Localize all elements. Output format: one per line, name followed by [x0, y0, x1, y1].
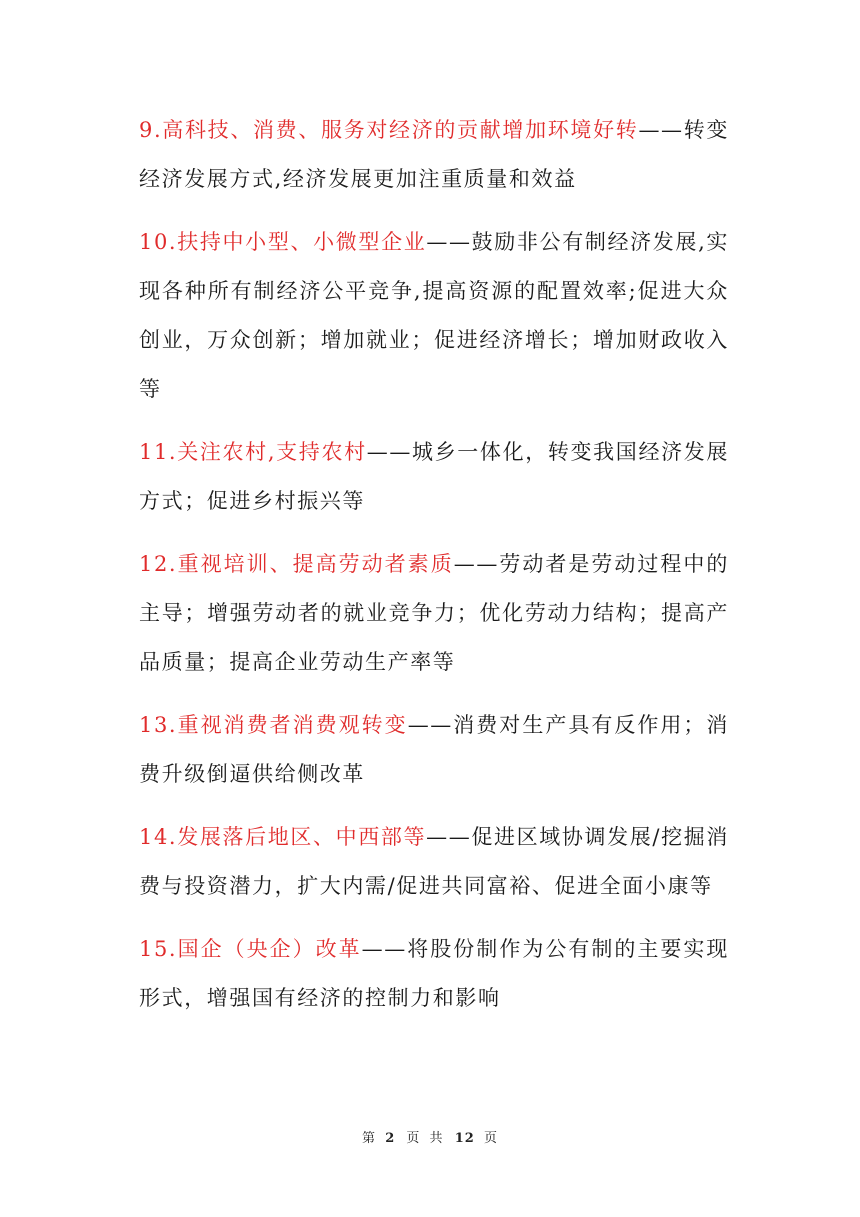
item-body: ——城乡一体化，转变我国经济发展方式；促进乡村振兴等 [139, 440, 729, 513]
list-item [139, 925, 729, 1023]
page-total: 12 [454, 1131, 475, 1146]
item-heading: 13.重视消费者消费观转变 [139, 713, 408, 737]
item-body: ——将股份制作为公有制的主要实现形式，增强国有经济的控制力和影响 [139, 937, 729, 1010]
item-body: ——鼓励非公有制经济发展,实现各种所有制经济公平竞争,提高资源的配置效率;促进大众创业，万众创新；增加就业；促进经济增长；增加财政收入等 [139, 230, 729, 401]
item-heading: 10.扶持中小型、小微型企业 [139, 230, 427, 254]
item-body: ——转变经济发展方式,经济发展更加注重质量和效益 [139, 118, 729, 191]
item-heading: 11.关注农村,支持农村 [139, 440, 367, 464]
list-item [139, 540, 729, 687]
footer-prefix: 第 [362, 1131, 377, 1146]
item-heading: 12.重视培训、提高劳动者素质 [139, 552, 454, 576]
footer-page-word: 页 [406, 1131, 421, 1146]
footer-suffix: 页 [483, 1131, 498, 1146]
list-item [139, 106, 729, 204]
item-body: ——消费对生产具有反作用；消费升级倒逼供给侧改革 [139, 713, 729, 786]
item-heading: 14.发展落后地区、中西部等 [139, 825, 427, 849]
list-item [139, 701, 729, 799]
content-area [139, 106, 729, 1037]
page-number: 2 [385, 1131, 396, 1146]
item-heading: 15.国企（央企）改革 [139, 937, 362, 961]
item-body: ——促进区域协调发展/挖掘消费与投资潜力，扩大内需/促进共同富裕、促进全面小康等 [139, 825, 729, 898]
item-heading: 9.高科技、消费、服务对经济的贡献增加环境好转 [139, 118, 639, 142]
footer-total-word: 共 [429, 1131, 444, 1146]
page-footer [0, 1127, 860, 1146]
item-body: ——劳动者是劳动过程中的主导；增强劳动者的就业竞争力；优化劳动力结构；提高产品质量；提高企业劳动生产率等 [139, 552, 730, 674]
list-item [139, 218, 729, 414]
list-item [139, 428, 729, 526]
list-item [139, 813, 729, 911]
